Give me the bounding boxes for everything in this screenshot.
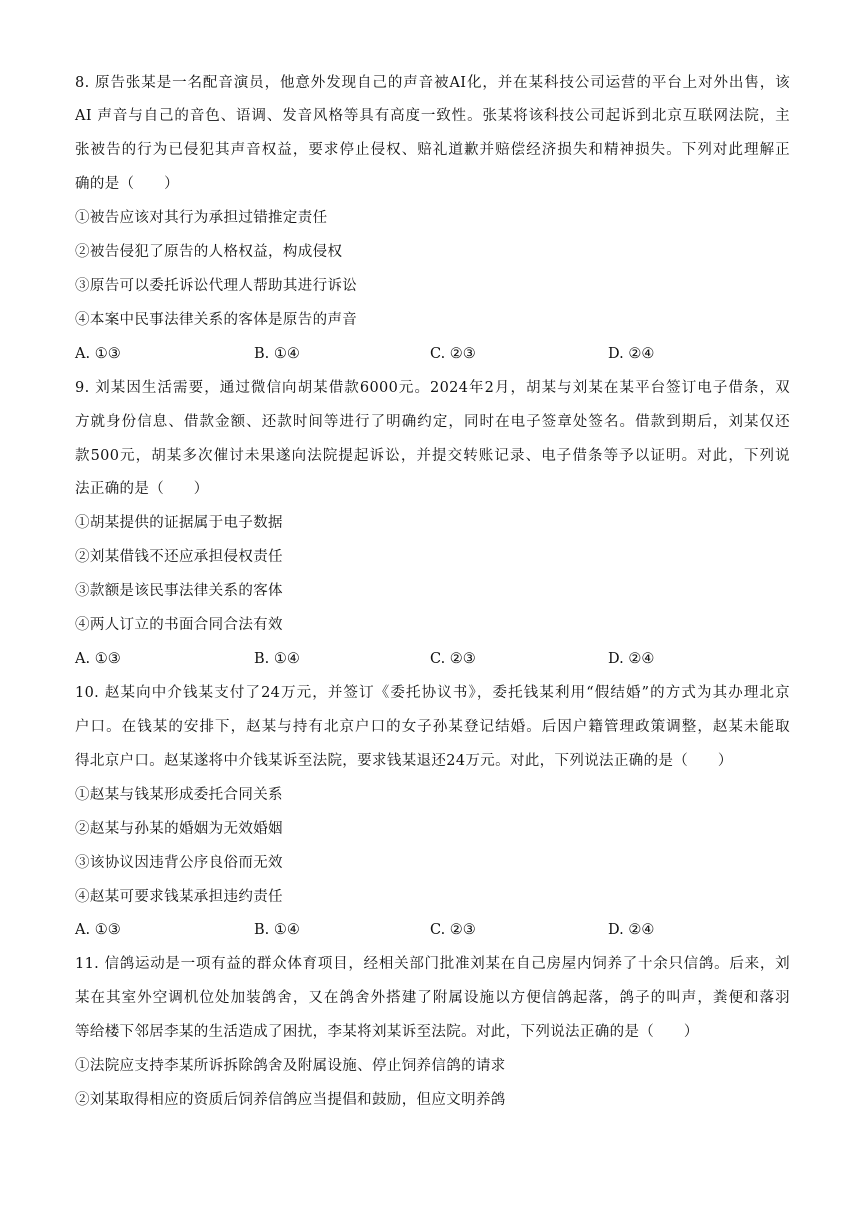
q10-stem-line-2: 户口。在钱某的安排下，赵某与持有北京户口的女子孙某登记结婚。后因户籍管理政策调整，赵某未能取 (75, 719, 790, 735)
q8-option-d: D. ②④ (608, 346, 655, 362)
q8-statement-2: ②被告侵犯了原告的人格权益，构成侵权 (75, 244, 343, 260)
q11-statement-1: ①法院应支持李某所诉拆除鸽舍及附属设施、停止饲养信鸽的请求 (75, 1058, 506, 1074)
q10-stem-line-3: 得北京户口。赵某遂将中介钱某诉至法院，要求钱某退还24万元。对此，下列说法正确的是（ ） (75, 753, 733, 769)
q10-statement-3: ③该协议因违背公序良俗而无效 (75, 855, 283, 871)
q9-stem-line-2: 方就身份信息、借款金额、还款时间等进行了明确约定，同时在电子签章处签名。借款到期后，刘某仅还 (75, 414, 790, 430)
q11-stem-line-3: 等给楼下邻居李某的生活造成了困扰，李某将刘某诉至法院。对此，下列说法正确的是（ ） (75, 1024, 699, 1040)
q9-stem-line-4: 法正确的是（ ） (75, 481, 209, 497)
q8-stem-line-3: 张被告的行为已侵犯其声音权益，要求停止侵权、赔礼道歉并赔偿经济损失和精神损失。下列对此理解正 (75, 142, 790, 158)
q9-option-d: D. ②④ (608, 651, 655, 667)
q9-option-c: C. ②③ (430, 651, 476, 667)
q9-option-a: A. ①③ (75, 651, 121, 667)
q9-stem-line-3: 款500元，胡某多次催讨未果遂向法院提起诉讼，并提交转账记录、电子借条等予以证明。对此，下列说 (75, 448, 790, 464)
q11-stem-line-2: 某在其室外空调机位处加装鸽舍，又在鸽舍外搭建了附属设施以方便信鸽起落，鸽子的叫声，粪便和落羽 (75, 990, 790, 1006)
q9-statement-4: ④两人订立的书面合同合法有效 (75, 617, 283, 633)
q8-option-c: C. ②③ (430, 346, 476, 362)
q10-option-a: A. ①③ (75, 922, 121, 938)
q11-statement-2: ②刘某取得相应的资质后饲养信鸽应当提倡和鼓励，但应文明养鸽 (75, 1092, 506, 1108)
q11-stem-line-1: 11. 信鸽运动是一项有益的群众体育项目，经相关部门批准刘某在自己房屋内饲养了十余只信鸽。后来，刘 (75, 956, 790, 972)
q8-stem-line-1: 8. 原告张某是一名配音演员，他意外发现自己的声音被AI化，并在某科技公司运营的平台上对外出售，该 (75, 75, 790, 91)
q8-stem-line-2: AI 声音与自己的音色、语调、发音风格等具有高度一致性。张某将该科技公司起诉到北京互联网法院，主 (75, 108, 790, 124)
q8-statement-4: ④本案中民事法律关系的客体是原告的声音 (75, 312, 358, 328)
q9-stem-line-1: 9. 刘某因生活需要，通过微信向胡某借款6000元。2024年2月，胡某与刘某在某平台签订电子借条，双 (75, 380, 790, 396)
q10-stem-line-1: 10. 赵某向中介钱某支付了24万元，并签订《委托协议书》，委托钱某利用“假结婚”的方式为其办理北京 (75, 685, 790, 701)
q8-statement-1: ①被告应该对其行为承担过错推定责任 (75, 210, 328, 226)
q10-statement-2: ②赵某与孙某的婚姻为无效婚姻 (75, 821, 283, 837)
q10-statement-4: ④赵某可要求钱某承担违约责任 (75, 889, 283, 905)
q8-option-a: A. ①③ (75, 346, 121, 362)
q10-statement-1: ①赵某与钱某形成委托合同关系 (75, 787, 283, 803)
q9-statement-3: ③款额是该民事法律关系的客体 (75, 583, 283, 599)
q10-option-c: C. ②③ (430, 922, 476, 938)
q10-option-d: D. ②④ (608, 922, 655, 938)
q10-option-b: B. ①④ (254, 922, 300, 938)
q9-statement-1: ①胡某提供的证据属于电子数据 (75, 515, 283, 531)
q8-stem-line-4: 确的是（ ） (75, 176, 179, 192)
q9-statement-2: ②刘某借钱不还应承担侵权责任 (75, 549, 283, 565)
q9-option-b: B. ①④ (254, 651, 300, 667)
q8-statement-3: ③原告可以委托诉讼代理人帮助其进行诉讼 (75, 278, 358, 294)
q8-option-b: B. ①④ (254, 346, 300, 362)
